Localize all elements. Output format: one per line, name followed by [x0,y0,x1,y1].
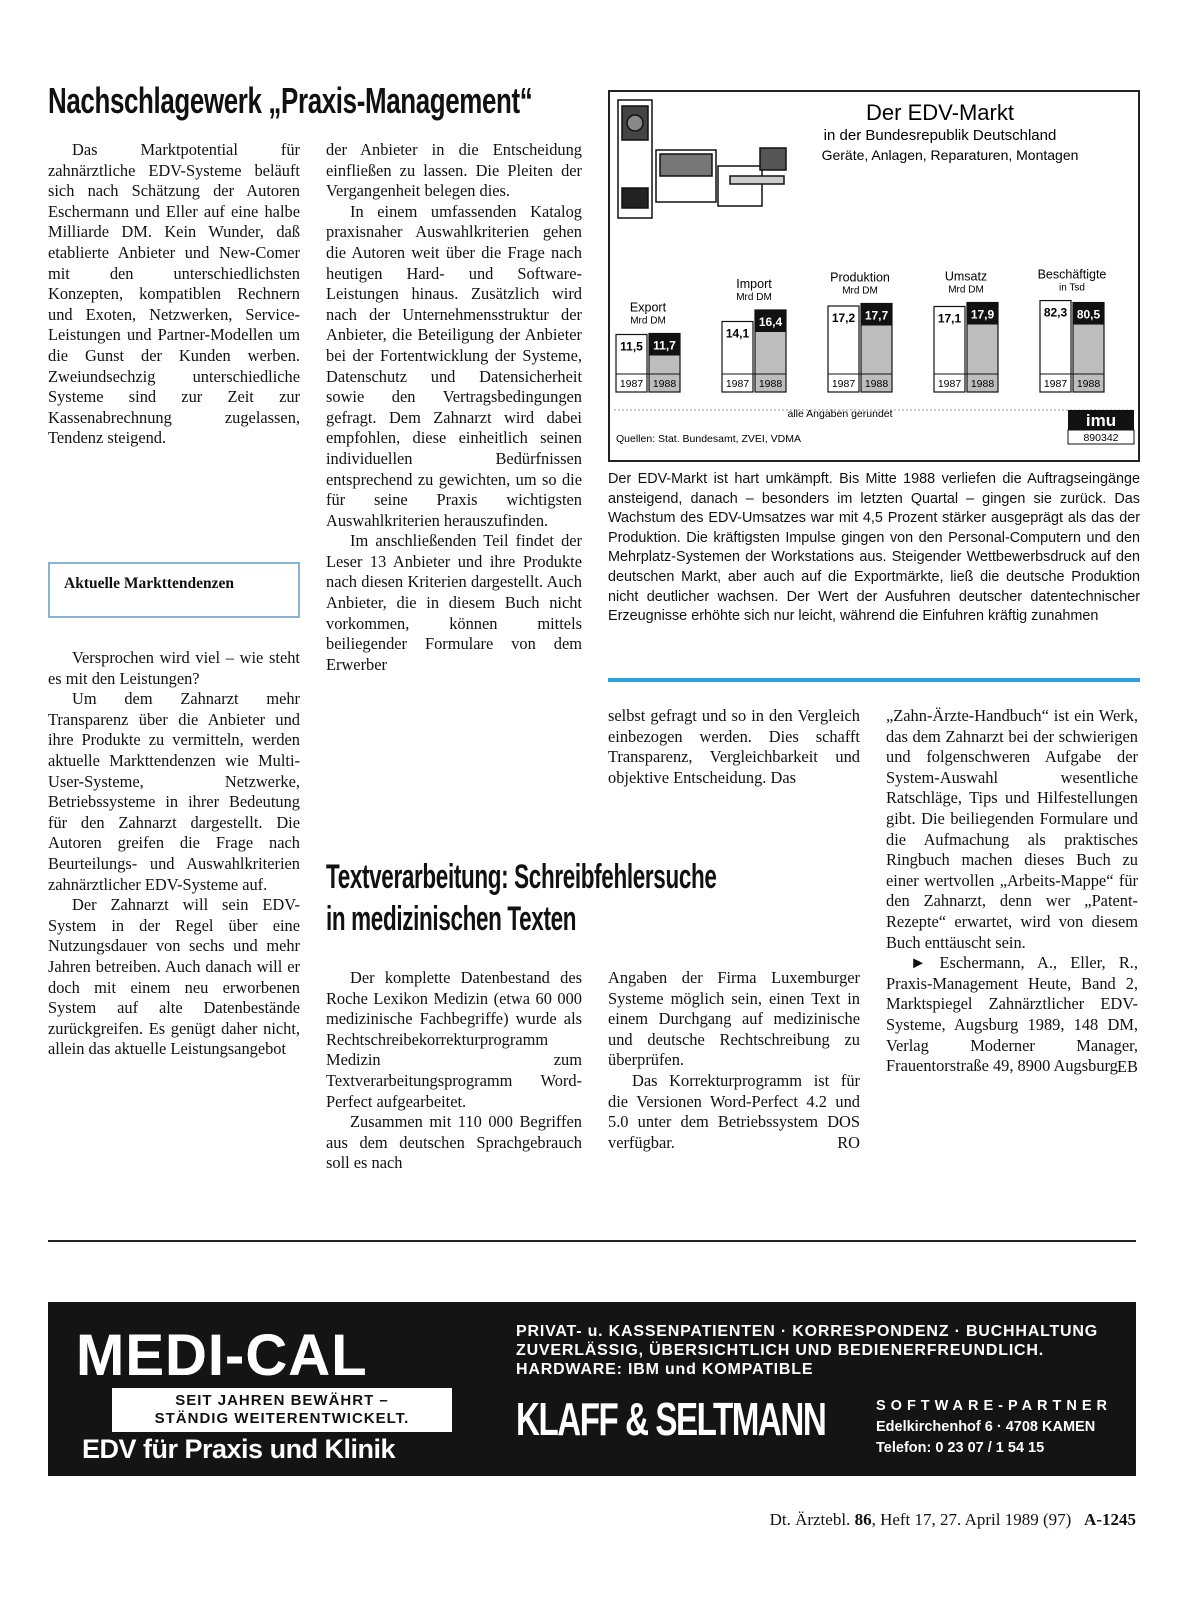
chart-subtitle-2: Geräte, Anlagen, Reparaturen, Montagen [821,147,1079,163]
value-label-1988: 17,9 [970,307,995,322]
paragraph: Um dem Zahnarzt mehr Transparenz über die Anbieter und ihre Produkte zu vermitteln, werden aktuelle Markttendenzen wie Multi-User-Systeme, Netzwerke, Betriebssysteme in ihrer Bedeutung für den Zahnarzt dargestellt. Die Autoren greifen die Frage nach Beurteilungs- und Auswahlkriterien zahnärztlicher EDV-Systeme auf. [48,689,300,894]
tick-label-1987: 1987 [725,378,750,390]
partner-address: Edelkirchenhof 6 · 4708 KAMEN [876,1419,1096,1435]
chart-note: alle Angaben gerundet [787,408,893,420]
article1-column-2 [326,140,582,675]
ad-line: ZUVERLÄSSIG, ÜBERSICHTLICH UND BEDIENERFREUNDLICH. [516,1342,1045,1359]
paragraph: „Zahn-Ärzte-Handbuch“ ist ein Werk, das dem Zahnarzt bei der schwierigen und folgenschweren Aufgabe der System-Auswahl wesentliche Ratschläge, Tips und Hilfestellungen gibt. Die beiliegenden Formulare und die Aufmachung als praktisches Ringbuch machen dieses Buch zu einer wertvollen „Arbeits-Mappe“ für den Zahnarzt, denn wer „Patent-Rezepte“ erwartet, wird von diesem Buch enttäuscht sein. [886,706,1138,952]
chart-subtitle: in der Bundesrepublik Deutschland [823,127,1057,144]
tick-label-1987: 1987 [1043,378,1068,390]
section-divider [608,678,1140,682]
page-divider [48,1240,1136,1242]
chart-canvas [610,92,1138,460]
value-label-1988: 80,5 [1076,307,1101,322]
value-label-1988: 11,7 [653,338,676,353]
tick-label-1987: 1987 [831,378,856,390]
paragraph: Angaben der Firma Luxemburger Systeme möglich sein, einen Text in einem Durchgang auf medizinische und deutsche Rechtschreibung zu überprüfen. [608,968,860,1070]
ad-feature-lines [516,1322,1098,1379]
edv-market-chart [608,90,1140,462]
category-label: Import [736,277,772,291]
info-box [48,562,300,618]
tick-label-1988: 1988 [970,378,995,390]
agency-code: 890342 [1083,432,1119,444]
unit-label: Mrd DM [842,285,878,297]
article2-column-1 [326,968,582,1174]
article-headline: Nachschlagewerk „Praxis-Management“ [48,80,533,121]
paragraph: selbst gefragt und so in den Vergleich einbezogen werden. Dies schafft Transparenz, Vergleichbarkeit und objektive Entscheidung. Das [608,706,860,787]
journal-name: Dt. Ärztebl. [769,1510,851,1529]
info-box-label: Aktuelle Markttendenzen [64,575,235,592]
tick-label-1987: 1987 [619,378,644,390]
value-label-1988: 16,4 [758,315,783,329]
paragraph: Der komplette Datenbestand des Roche Lexikon Medizin (etwa 60 000 medizinische Fachbegriffe) wurde als Rechtschreibekorrekturprogramm Medizin zum Textverarbeitungsprogramm Word-Perfect aufgearbeitet. [326,968,582,1111]
category-label: Beschäftigte [1037,267,1107,282]
article2-headline-line-1: Textverarbeitung: Schreibfehlersuche [326,858,717,896]
signoff: EB [1117,1056,1138,1076]
computer-illustration [618,100,786,218]
article1-column-3 [608,706,860,788]
value-label-1987: 17,2 [831,311,856,325]
tick-label-1988: 1988 [864,378,889,390]
ad-line: PRIVAT- u. KASSENPATIENTEN · KORRESPONDENZ · BUCHHALTUNG [516,1323,1098,1340]
ad-slogan: EDV für Praxis und Klinik [82,1434,396,1464]
partner-info [876,1396,1112,1459]
company-name: KLAFF & SELTMANN [516,1393,826,1445]
value-label-1987: 82,3 [1043,305,1068,320]
category-label: Produktion [830,270,890,285]
category-label: Export [629,300,667,315]
value-label-1987: 11,5 [620,339,643,354]
paragraph: Das Korrekturprogramm ist für die Versionen Word-Perfect 4.2 und 5.0 unter dem Betriebssystem DOS verfügbar. [608,1070,860,1152]
signoff: RO [837,1133,860,1153]
value-label-1987: 14,1 [725,326,750,341]
partner-phone: Telefon: 0 23 07 / 1 54 15 [876,1440,1045,1456]
medi-cal-logo [76,1322,368,1389]
paragraph: In einem umfassenden Katalog praxisnaher Auswahlkriterien gehen die Autoren weit über die Frage nach heutigen Hard- und Software-Leistungen hinaus. Zusätzlich wird nach der Unternehmensstruktur der Anbieter, die Beteiligung der Anbieter bei der Fortentwicklung der Systeme, Datenschutz und Datensicherheit sowie den Vertragsbedingungen gefragt. Dem Zahnarzt wird dabei empfohlen, diese einheitlich seinen individuellen Bedürfnissen entsprechend zu gewichten, um so die für seine Praxis wichtigsten Auswahlkriterien herauszufinden. [326,201,582,530]
chart-source: Quellen: Stat. Bundesamt, ZVEI, VDMA [616,433,801,445]
article1-column-1 [48,140,300,449]
logo-text: MEDI-CAL [76,1323,368,1388]
tick-label-1988: 1988 [758,378,783,390]
page-footer [770,1510,1136,1530]
paragraph: Versprochen wird viel – wie steht es mit den Leistungen? [48,648,300,688]
paragraph: der Anbieter in die Entscheidung einfließen zu lassen. Die Pleiten der Vergangenheit belegen dies. [326,140,582,201]
reference: ► Eschermann, A., Eller, R., Praxis-Management Heute, Band 2, Marktspiegel Zahnärztlicher EDV-Systeme, Augsburg 1989, 148 DM, Verlag Moderner Manager, Frauentorstraße 49, 8900 Augsburg [886,953,1138,1076]
agency-name: imu [1085,411,1117,430]
page-number: A-1245 [1084,1510,1136,1529]
unit-label: Mrd DM [948,284,984,296]
bars-layer [616,268,1106,392]
value-label-1987: 17,1 [937,311,962,326]
article2-headline-line-2: in medizinischen Texten [326,900,577,938]
unit-label: Mrd DM [630,315,666,327]
article1-column-1b [48,648,300,1060]
badge-line: SEIT JAHREN BEWÄHRT – [175,1392,389,1409]
chart-title: Der EDV-Markt [866,100,1014,125]
unit-label: Mrd DM [736,292,772,303]
partner-label: SOFTWARE-PARTNER [876,1398,1113,1414]
journal-volume: 86 [854,1510,872,1529]
article1-column-4 [886,706,1138,1077]
article2-column-2 [608,968,860,1154]
tick-label-1988: 1988 [652,378,677,390]
paragraph: Im anschließenden Teil findet der Leser 13 Anbieter und ihre Produkte nach diesen Kriterien dargestellt. Auch Anbieter, die in diesem Buch nicht vorkommen, können mittels beiliegender Formulare von dem Erwerber [326,531,582,674]
ad-badge [112,1388,452,1432]
ad-line: HARDWARE: IBM und KOMPATIBLE [516,1361,814,1378]
badge-line: STÄNDIG WEITERENTWICKELT. [154,1410,410,1427]
tick-label-1988: 1988 [1076,378,1101,390]
advertisement [48,1302,1136,1476]
category-label: Umsatz [944,269,988,284]
paragraph: Das Marktpotential für zahnärztliche EDV-Systeme beläuft sich nach Schätzung der Autoren Eschermann und Eller auf eine halbe Milliarde DM. Kein Wunder, daß etablierte Anbieter und New-Comer mit den unterschiedlichsten Konzepten, kompatiblen Rechnern und Exoten, Netzwerken, Service-Leistungen und Partner-Modellen um die Gunst der Kunden werben. Zweiundsechzig unterschiedliche Systeme sind zur Zeit zur Kassenabrechnung zugelassen, Tendenz steigend. [48,140,300,448]
chart-caption: Der EDV-Markt ist hart umkämpft. Bis Mitte 1988 verliefen die Auftragseingänge ansteigend, danach – besonders im letzten Quartal – gingen sie zurück. Das Wachstum des EDV-Umsatzes war mit 4,5 Prozent stärker ausgeprägt als das der Produktion. Die kräftigsten Impulse gingen von den Personal-Computern und den Mehrplatz-Systemen der Workstations aus. Steigender Wettbewerbsdruck auf den deutschen Markt, aber auch auf die Exportmärkte, ließ die deutsche Produktion nicht deutlicher wachsen. Der Wert der Ausfuhren deutscher datentechnischer Erzeugnisse erhöhte sich nur leicht, während die Einfuhren kräftig zunahmen [608,471,1140,625]
value-label-1988: 17,7 [864,308,889,323]
tick-label-1987: 1987 [937,378,962,390]
unit-label: in Tsd [1059,282,1085,294]
paragraph: Der Zahnarzt will sein EDV-System in der Regel über eine Nutzungsdauer von sechs und mehr Jahren betreiben. Auch danach will er doch mit einem neu erworbenen System auf alte Datenbestände zurückgreifen. Es genügt daher nicht, allein das aktuelle Leistungsangebot [48,895,300,1059]
paragraph: Zusammen mit 110 000 Begriffen aus dem deutschen Sprachgebrauch soll es nach [326,1112,582,1173]
journal-issue: , Heft 17, 27. April 1989 (97) [871,1510,1072,1529]
